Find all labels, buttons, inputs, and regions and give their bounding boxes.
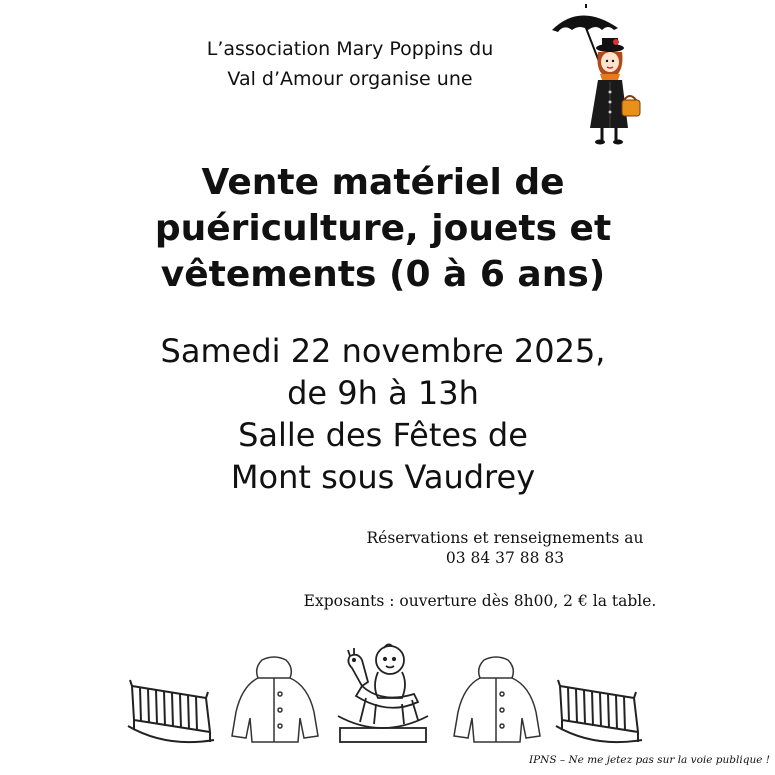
intro-line-2: Val d’Amour organise une bbox=[227, 68, 473, 90]
reservation-phone: 03 84 37 88 83 bbox=[445, 549, 565, 567]
exposants-info: Exposants : ouverture dès 8h00, 2 € la table. bbox=[303, 592, 657, 610]
footer-notice: IPNS – Ne me jetez pas sur la voie publique ! bbox=[528, 754, 770, 766]
title-line-2: puériculture, jouets et bbox=[154, 208, 612, 249]
hooded-coat-icon-2 bbox=[450, 654, 542, 746]
hooded-coat-icon bbox=[228, 654, 320, 746]
rocking-horse-baby-icon bbox=[332, 638, 432, 750]
event-time: de 9h à 13h bbox=[287, 374, 479, 412]
title-line-1: Vente matériel de bbox=[201, 162, 565, 203]
intro-line-1: L’association Mary Poppins du bbox=[206, 38, 494, 60]
crib-icon bbox=[126, 672, 216, 752]
event-details bbox=[40, 330, 726, 498]
mary-poppins-icon bbox=[548, 4, 648, 146]
intro-text bbox=[140, 34, 560, 94]
reservation-info bbox=[300, 528, 710, 568]
crib-icon-2 bbox=[554, 672, 644, 752]
event-date: Samedi 22 novembre 2025, bbox=[160, 332, 606, 370]
reservation-label: Réservations et renseignements au bbox=[366, 529, 644, 547]
title-line-3: vêtements (0 à 6 ans) bbox=[160, 254, 606, 295]
event-venue-line-2: Mont sous Vaudrey bbox=[230, 458, 536, 496]
event-title bbox=[40, 160, 726, 298]
event-venue-line-1: Salle des Fêtes de bbox=[238, 416, 528, 454]
